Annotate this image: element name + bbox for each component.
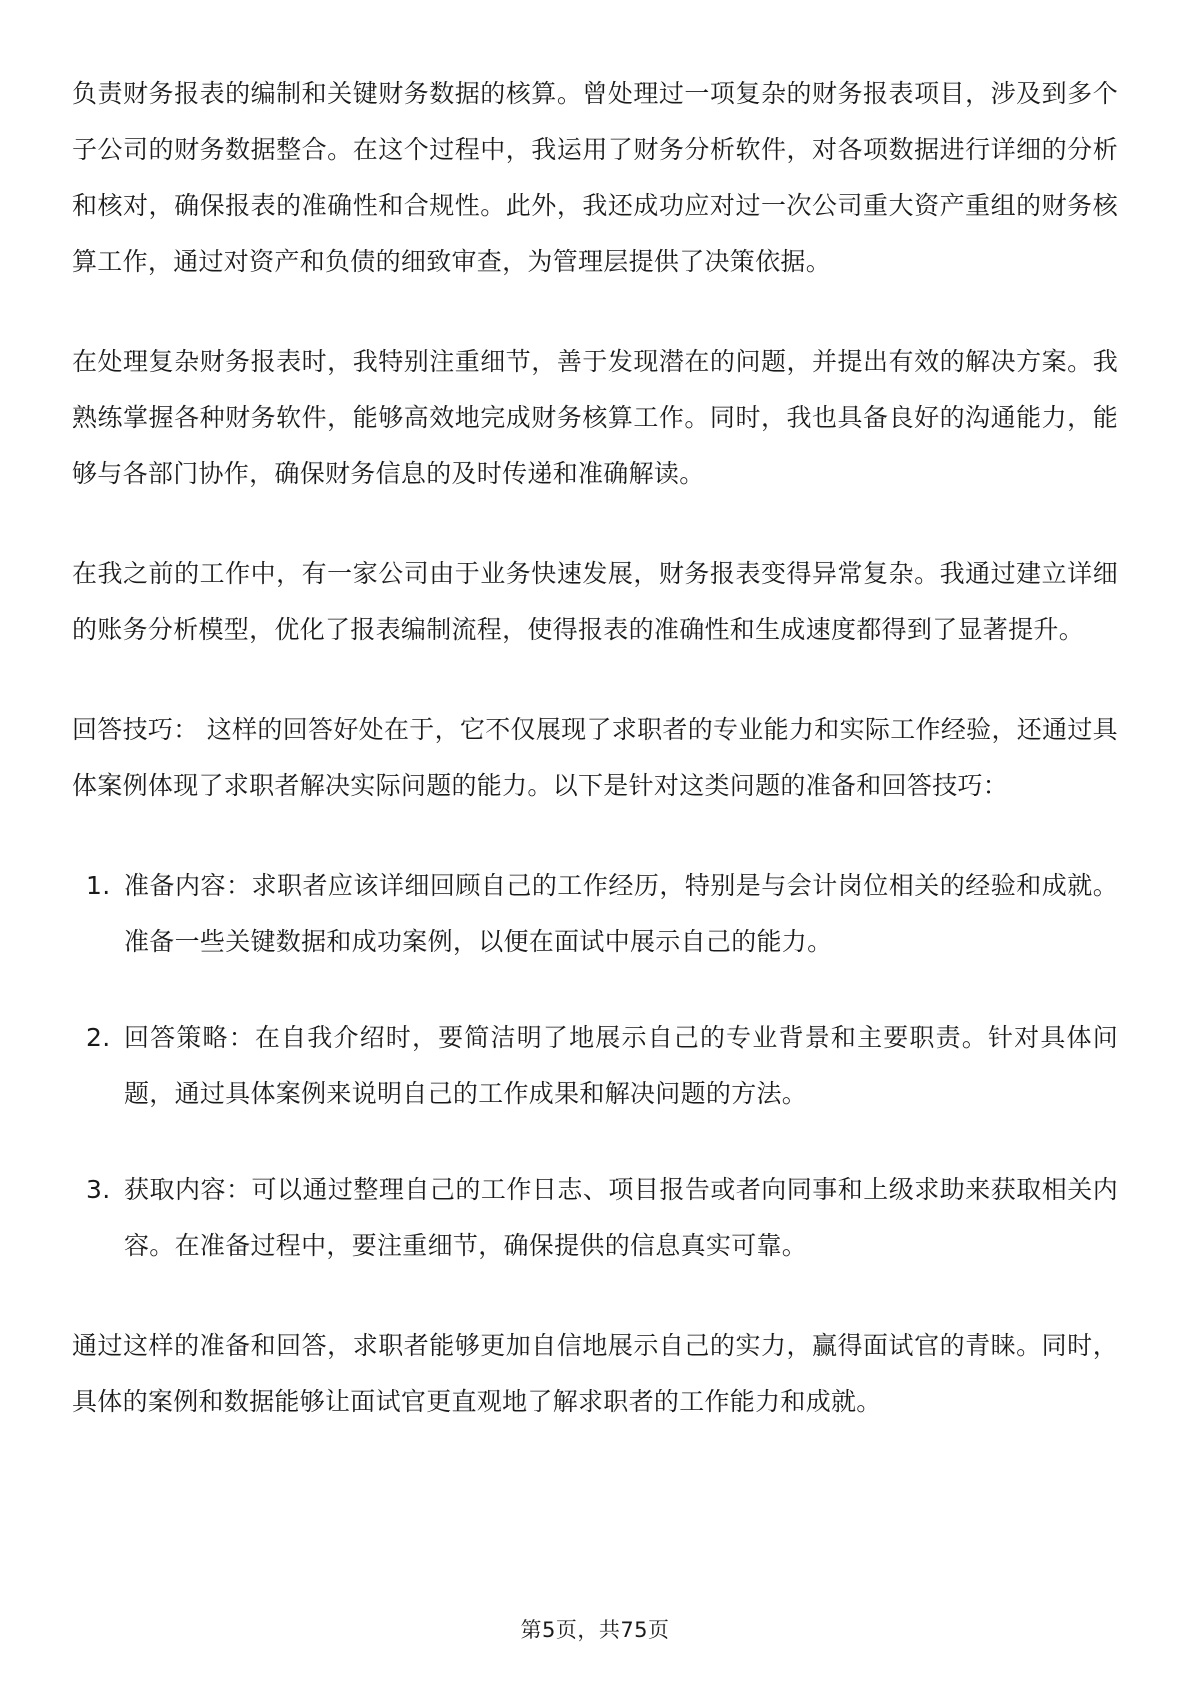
paragraph-work-experience: 负责财务报表的编制和关键财务数据的核算。曾处理过一项复杂的财务报表项目，涉及到多个子公司的财务数据整合。在这个过程中，我运用了财务分析软件，对各项数据进行详细的分析和核对，确保报表的准确性和合规性。此外，我还成功应对过一次公司重大资产重组的财务核算工作，通过对资产和负债的细致审查，为管理层提供了决策依据。 [72,79,1118,276]
list-item-number: 1. [86,871,111,900]
list-item-text: 回答策略：在自我介绍时，要简洁明了地展示自己的专业背景和主要职责。针对具体问题，通过具体案例来说明自己的工作成果和解决问题的方法。 [124,1023,1118,1108]
list-item-number: 2. [86,1023,111,1052]
list-item-number: 3. [86,1175,111,1204]
list-item [72,1162,1118,1274]
paragraph-closing: 通过这样的准备和回答，求职者能够更加自信地展示自己的实力，赢得面试官的青睐。同时，具体的案例和数据能够让面试官更直观地了解求职者的工作能力和成就。 [72,1331,1118,1416]
list-item-text: 准备内容：求职者应该详细回顾自己的工作经历，特别是与会计岗位相关的经验和成就。准备一些关键数据和成功案例，以便在面试中展示自己的能力。 [124,871,1118,956]
paragraph-previous-job: 在我之前的工作中，有一家公司由于业务快速发展，财务报表变得异常复杂。我通过建立详细的账务分析模型，优化了报表编制流程，使得报表的准确性和生成速度都得到了显著提升。 [72,559,1118,644]
list-item [72,858,1118,970]
paragraph-complex-reports: 在处理复杂财务报表时，我特别注重细节，善于发现潜在的问题，并提出有效的解决方案。我熟练掌握各种财务软件，能够高效地完成财务核算工作。同时，我也具备良好的沟通能力，能够与各部门协作，确保财务信息的及时传递和准确解读。 [72,347,1118,488]
list-item-text: 获取内容：可以通过整理自己的工作日志、项目报告或者向同事和上级求助来获取相关内容。在准备过程中，要注重细节，确保提供的信息真实可靠。 [124,1175,1118,1260]
page-number-footer: 第5页，共75页 [520,1618,670,1642]
tips-list [72,858,1118,1274]
list-item [72,1010,1118,1122]
paragraph-answer-tips: 回答技巧： 这样的回答好处在于，它不仅展现了求职者的专业能力和实际工作经验，还通过具体案例体现了求职者解决实际问题的能力。以下是针对这类问题的准备和回答技巧： [72,715,1118,800]
document-body [72,66,1118,1474]
